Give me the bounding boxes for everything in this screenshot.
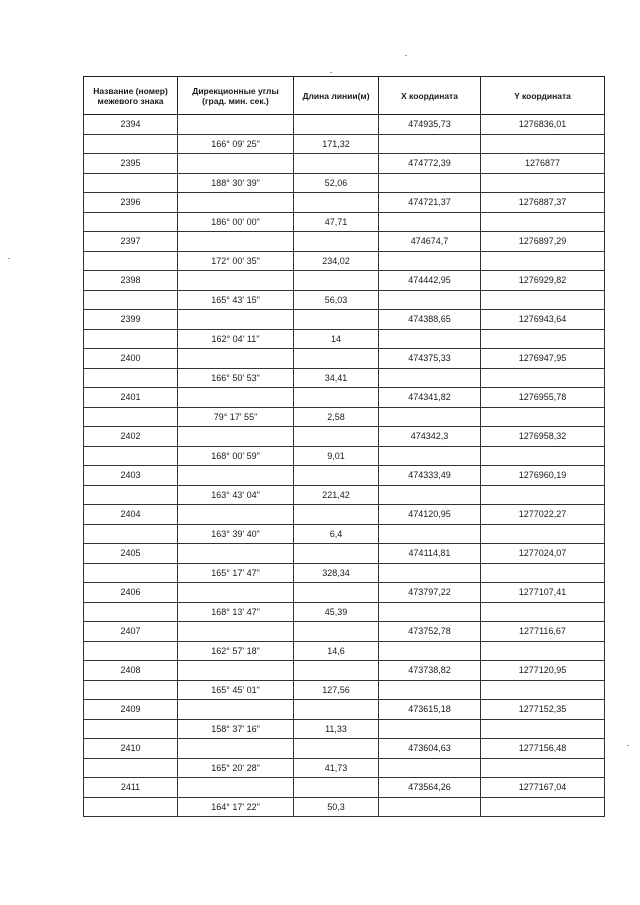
point-row — [84, 154, 605, 174]
direction-angle-cell: 165° 45' 01" — [178, 680, 294, 700]
y-coordinate-cell: 1276929,82 — [481, 271, 605, 291]
segment-x-empty-cell — [379, 602, 481, 622]
segment-name-empty-cell — [84, 251, 178, 271]
segment-x-empty-cell — [379, 680, 481, 700]
segment-row — [84, 212, 605, 232]
point-angle-empty-cell — [178, 232, 294, 252]
scan-speck — [8, 258, 10, 259]
point-row — [84, 388, 605, 408]
point-name-cell: 2400 — [84, 349, 178, 369]
point-angle-empty-cell — [178, 349, 294, 369]
direction-angle-cell: 79° 17' 55" — [178, 407, 294, 427]
point-row — [84, 778, 605, 798]
segment-name-empty-cell — [84, 485, 178, 505]
line-length-cell: 234,02 — [294, 251, 379, 271]
boundary-points-table — [83, 76, 605, 817]
segment-row — [84, 173, 605, 193]
line-length-cell: 14,6 — [294, 641, 379, 661]
segment-row — [84, 134, 605, 154]
direction-angle-cell: 158° 37' 16" — [178, 719, 294, 739]
point-angle-empty-cell — [178, 427, 294, 447]
line-length-cell: 34,41 — [294, 368, 379, 388]
table-body — [84, 115, 605, 817]
segment-name-empty-cell — [84, 719, 178, 739]
point-length-empty-cell — [294, 622, 379, 642]
point-name-cell: 2406 — [84, 583, 178, 603]
x-coordinate-cell: 474333,49 — [379, 466, 481, 486]
point-name-cell: 2404 — [84, 505, 178, 525]
direction-angle-cell: 162° 57' 18" — [178, 641, 294, 661]
direction-angle-cell: 188° 30' 39" — [178, 173, 294, 193]
point-row — [84, 661, 605, 681]
x-coordinate-cell: 474772,39 — [379, 154, 481, 174]
segment-x-empty-cell — [379, 173, 481, 193]
direction-angle-cell: 162° 04' 11" — [178, 329, 294, 349]
point-length-empty-cell — [294, 232, 379, 252]
segment-name-empty-cell — [84, 407, 178, 427]
point-angle-empty-cell — [178, 661, 294, 681]
point-length-empty-cell — [294, 583, 379, 603]
direction-angle-cell: 186° 00' 00" — [178, 212, 294, 232]
y-coordinate-cell: 1276958,32 — [481, 427, 605, 447]
direction-angle-cell: 166° 50' 53" — [178, 368, 294, 388]
direction-angle-cell: 163° 39' 40" — [178, 524, 294, 544]
point-row — [84, 505, 605, 525]
point-row — [84, 739, 605, 759]
header-direction-angle: Дирекционные углы (град. мин. сек.) — [178, 77, 294, 115]
point-name-cell: 2398 — [84, 271, 178, 291]
x-coordinate-cell: 474375,33 — [379, 349, 481, 369]
segment-row — [84, 329, 605, 349]
point-name-cell: 2396 — [84, 193, 178, 213]
point-row — [84, 622, 605, 642]
line-length-cell: 171,32 — [294, 134, 379, 154]
point-name-cell: 2403 — [84, 466, 178, 486]
point-length-empty-cell — [294, 349, 379, 369]
line-length-cell: 56,03 — [294, 290, 379, 310]
y-coordinate-cell: 1276947,95 — [481, 349, 605, 369]
point-angle-empty-cell — [178, 115, 294, 135]
direction-angle-cell: 166° 09' 25" — [178, 134, 294, 154]
point-length-empty-cell — [294, 700, 379, 720]
point-row — [84, 310, 605, 330]
segment-y-empty-cell — [481, 407, 605, 427]
point-name-cell: 2399 — [84, 310, 178, 330]
point-angle-empty-cell — [178, 193, 294, 213]
segment-row — [84, 524, 605, 544]
x-coordinate-cell: 473564,26 — [379, 778, 481, 798]
line-length-cell: 6,4 — [294, 524, 379, 544]
segment-row — [84, 290, 605, 310]
segment-x-empty-cell — [379, 134, 481, 154]
direction-angle-cell: 165° 20' 28" — [178, 758, 294, 778]
point-name-cell: 2410 — [84, 739, 178, 759]
scan-speck — [405, 55, 407, 56]
point-angle-empty-cell — [178, 466, 294, 486]
segment-y-empty-cell — [481, 602, 605, 622]
point-name-cell: 2395 — [84, 154, 178, 174]
y-coordinate-cell: 1276897,29 — [481, 232, 605, 252]
segment-name-empty-cell — [84, 563, 178, 583]
segment-name-empty-cell — [84, 212, 178, 232]
segment-name-empty-cell — [84, 329, 178, 349]
segment-name-empty-cell — [84, 368, 178, 388]
point-angle-empty-cell — [178, 505, 294, 525]
segment-name-empty-cell — [84, 641, 178, 661]
segment-y-empty-cell — [481, 290, 605, 310]
point-angle-empty-cell — [178, 310, 294, 330]
segment-row — [84, 797, 605, 817]
point-length-empty-cell — [294, 388, 379, 408]
point-name-cell: 2394 — [84, 115, 178, 135]
header-x-coordinate: X координата — [379, 77, 481, 115]
point-length-empty-cell — [294, 271, 379, 291]
point-length-empty-cell — [294, 505, 379, 525]
segment-x-empty-cell — [379, 485, 481, 505]
line-length-cell: 45,39 — [294, 602, 379, 622]
point-angle-empty-cell — [178, 583, 294, 603]
y-coordinate-cell: 1277116,67 — [481, 622, 605, 642]
point-row — [84, 700, 605, 720]
segment-row — [84, 719, 605, 739]
table-header-row — [84, 77, 605, 115]
y-coordinate-cell: 1276877 — [481, 154, 605, 174]
x-coordinate-cell: 474341,82 — [379, 388, 481, 408]
segment-x-empty-cell — [379, 641, 481, 661]
segment-x-empty-cell — [379, 758, 481, 778]
x-coordinate-cell: 473752,78 — [379, 622, 481, 642]
y-coordinate-cell: 1277167,04 — [481, 778, 605, 798]
segment-name-empty-cell — [84, 680, 178, 700]
segment-row — [84, 641, 605, 661]
segment-row — [84, 485, 605, 505]
point-name-cell: 2397 — [84, 232, 178, 252]
point-row — [84, 349, 605, 369]
point-length-empty-cell — [294, 115, 379, 135]
point-angle-empty-cell — [178, 154, 294, 174]
x-coordinate-cell: 473797,22 — [379, 583, 481, 603]
point-row — [84, 544, 605, 564]
point-name-cell: 2408 — [84, 661, 178, 681]
line-length-cell: 14 — [294, 329, 379, 349]
segment-y-empty-cell — [481, 680, 605, 700]
x-coordinate-cell: 474442,95 — [379, 271, 481, 291]
point-name-cell: 2402 — [84, 427, 178, 447]
y-coordinate-cell: 1276887,37 — [481, 193, 605, 213]
point-length-empty-cell — [294, 427, 379, 447]
scan-speck — [330, 72, 332, 73]
segment-y-empty-cell — [481, 758, 605, 778]
y-coordinate-cell: 1276836,01 — [481, 115, 605, 135]
point-row — [84, 466, 605, 486]
segment-row — [84, 563, 605, 583]
direction-angle-cell: 168° 00' 59" — [178, 446, 294, 466]
y-coordinate-cell: 1276955,78 — [481, 388, 605, 408]
point-name-cell: 2401 — [84, 388, 178, 408]
line-length-cell: 11,33 — [294, 719, 379, 739]
segment-y-empty-cell — [481, 368, 605, 388]
point-angle-empty-cell — [178, 700, 294, 720]
point-length-empty-cell — [294, 544, 379, 564]
segment-row — [84, 680, 605, 700]
y-coordinate-cell: 1277022,27 — [481, 505, 605, 525]
segment-name-empty-cell — [84, 758, 178, 778]
point-angle-empty-cell — [178, 544, 294, 564]
point-angle-empty-cell — [178, 778, 294, 798]
segment-y-empty-cell — [481, 524, 605, 544]
x-coordinate-cell: 473738,82 — [379, 661, 481, 681]
header-line-length: Длина линии(м) — [294, 77, 379, 115]
point-row — [84, 427, 605, 447]
x-coordinate-cell: 474935,73 — [379, 115, 481, 135]
segment-y-empty-cell — [481, 251, 605, 271]
point-length-empty-cell — [294, 466, 379, 486]
x-coordinate-cell: 474674,7 — [379, 232, 481, 252]
segment-y-empty-cell — [481, 446, 605, 466]
segment-row — [84, 758, 605, 778]
segment-x-empty-cell — [379, 797, 481, 817]
segment-y-empty-cell — [481, 212, 605, 232]
direction-angle-cell: 165° 17' 47" — [178, 563, 294, 583]
y-coordinate-cell: 1277120,95 — [481, 661, 605, 681]
point-angle-empty-cell — [178, 271, 294, 291]
point-row — [84, 115, 605, 135]
point-length-empty-cell — [294, 193, 379, 213]
segment-name-empty-cell — [84, 173, 178, 193]
line-length-cell: 47,71 — [294, 212, 379, 232]
segment-name-empty-cell — [84, 797, 178, 817]
segment-row — [84, 407, 605, 427]
direction-angle-cell: 168° 13' 47" — [178, 602, 294, 622]
segment-x-empty-cell — [379, 407, 481, 427]
y-coordinate-cell: 1277152,35 — [481, 700, 605, 720]
segment-name-empty-cell — [84, 446, 178, 466]
segment-y-empty-cell — [481, 329, 605, 349]
segment-x-empty-cell — [379, 368, 481, 388]
line-length-cell: 221,42 — [294, 485, 379, 505]
line-length-cell: 52,06 — [294, 173, 379, 193]
segment-x-empty-cell — [379, 524, 481, 544]
x-coordinate-cell: 474388,65 — [379, 310, 481, 330]
line-length-cell: 41,73 — [294, 758, 379, 778]
segment-y-empty-cell — [481, 485, 605, 505]
line-length-cell: 9,01 — [294, 446, 379, 466]
scan-speck — [627, 745, 629, 746]
line-length-cell: 127,56 — [294, 680, 379, 700]
segment-x-empty-cell — [379, 290, 481, 310]
point-row — [84, 193, 605, 213]
direction-angle-cell: 164° 17' 22" — [178, 797, 294, 817]
segment-x-empty-cell — [379, 212, 481, 232]
y-coordinate-cell: 1277024,07 — [481, 544, 605, 564]
segment-name-empty-cell — [84, 290, 178, 310]
point-length-empty-cell — [294, 154, 379, 174]
x-coordinate-cell: 473615,18 — [379, 700, 481, 720]
segment-row — [84, 368, 605, 388]
point-length-empty-cell — [294, 310, 379, 330]
direction-angle-cell: 172° 00' 35" — [178, 251, 294, 271]
point-length-empty-cell — [294, 661, 379, 681]
y-coordinate-cell: 1276960,19 — [481, 466, 605, 486]
segment-name-empty-cell — [84, 602, 178, 622]
point-row — [84, 232, 605, 252]
header-point-name: Название (номер) межевого знака — [84, 77, 178, 115]
y-coordinate-cell: 1277107,41 — [481, 583, 605, 603]
y-coordinate-cell: 1277156,48 — [481, 739, 605, 759]
point-name-cell: 2409 — [84, 700, 178, 720]
line-length-cell: 50,3 — [294, 797, 379, 817]
header-y-coordinate: Y координата — [481, 77, 605, 115]
x-coordinate-cell: 474114,81 — [379, 544, 481, 564]
point-length-empty-cell — [294, 778, 379, 798]
segment-x-empty-cell — [379, 563, 481, 583]
direction-angle-cell: 165° 43' 15" — [178, 290, 294, 310]
point-row — [84, 583, 605, 603]
line-length-cell: 328,34 — [294, 563, 379, 583]
x-coordinate-cell: 474120,95 — [379, 505, 481, 525]
segment-y-empty-cell — [481, 134, 605, 154]
segment-y-empty-cell — [481, 563, 605, 583]
segment-y-empty-cell — [481, 641, 605, 661]
point-angle-empty-cell — [178, 622, 294, 642]
segment-name-empty-cell — [84, 134, 178, 154]
point-length-empty-cell — [294, 739, 379, 759]
x-coordinate-cell: 474342,3 — [379, 427, 481, 447]
point-name-cell: 2407 — [84, 622, 178, 642]
segment-x-empty-cell — [379, 446, 481, 466]
segment-x-empty-cell — [379, 329, 481, 349]
segment-name-empty-cell — [84, 524, 178, 544]
segment-y-empty-cell — [481, 173, 605, 193]
y-coordinate-cell: 1276943,64 — [481, 310, 605, 330]
segment-x-empty-cell — [379, 251, 481, 271]
segment-row — [84, 446, 605, 466]
x-coordinate-cell: 474721,37 — [379, 193, 481, 213]
point-name-cell: 2411 — [84, 778, 178, 798]
point-row — [84, 271, 605, 291]
point-name-cell: 2405 — [84, 544, 178, 564]
point-angle-empty-cell — [178, 739, 294, 759]
line-length-cell: 2,58 — [294, 407, 379, 427]
segment-y-empty-cell — [481, 719, 605, 739]
x-coordinate-cell: 473604,63 — [379, 739, 481, 759]
segment-row — [84, 251, 605, 271]
segment-y-empty-cell — [481, 797, 605, 817]
direction-angle-cell: 163° 43' 04" — [178, 485, 294, 505]
point-angle-empty-cell — [178, 388, 294, 408]
segment-row — [84, 602, 605, 622]
segment-x-empty-cell — [379, 719, 481, 739]
